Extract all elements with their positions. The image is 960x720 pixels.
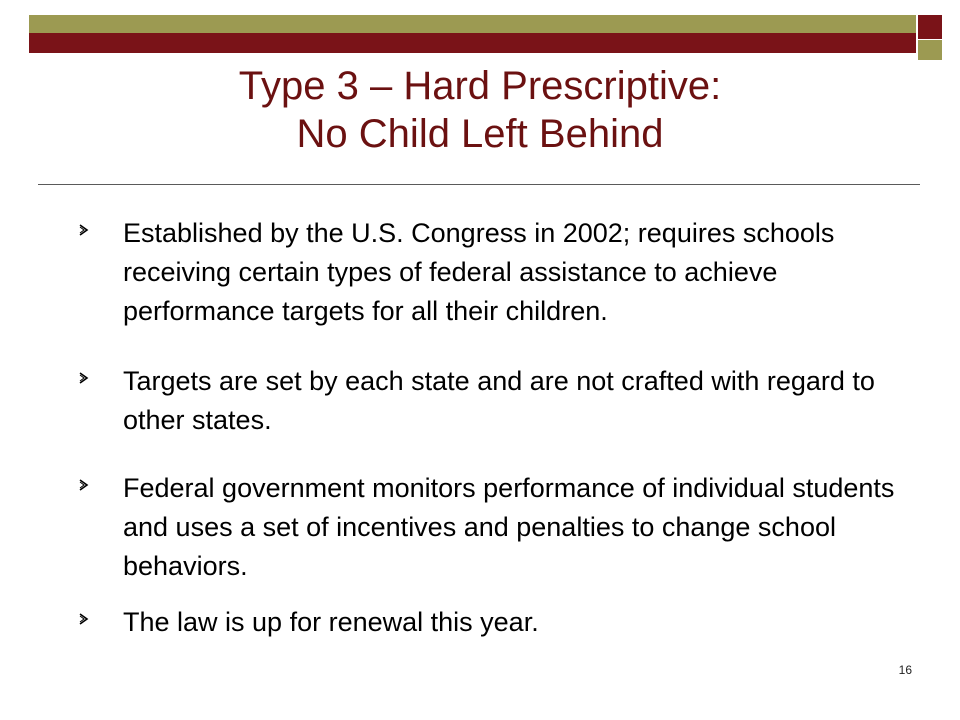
arrowhead-bullet-icon <box>78 478 90 492</box>
bullet-text: Federal government monitors performance of individual students and uses a set of incentives and penalties to change school behaviors. <box>123 473 895 581</box>
arrowhead-bullet-icon <box>78 612 90 626</box>
slide-title-line-1: Type 3 – Hard Prescriptive: <box>238 64 722 108</box>
page-number: 16 <box>898 663 912 677</box>
slide-title-line-2: No Child Left Behind <box>296 112 664 156</box>
bullet-text: Established by the U.S. Congress in 2002; requires schools receiving certain types of federal assistance to achieve performance targets for all their children. <box>123 218 835 326</box>
bullet-text: Targets are set by each state and are not crafted with regard to other states. <box>123 366 875 435</box>
bullet-text: The law is up for renewal this year. <box>123 607 539 637</box>
arrowhead-bullet-icon <box>78 223 90 237</box>
arrowhead-bullet-icon <box>78 371 90 385</box>
